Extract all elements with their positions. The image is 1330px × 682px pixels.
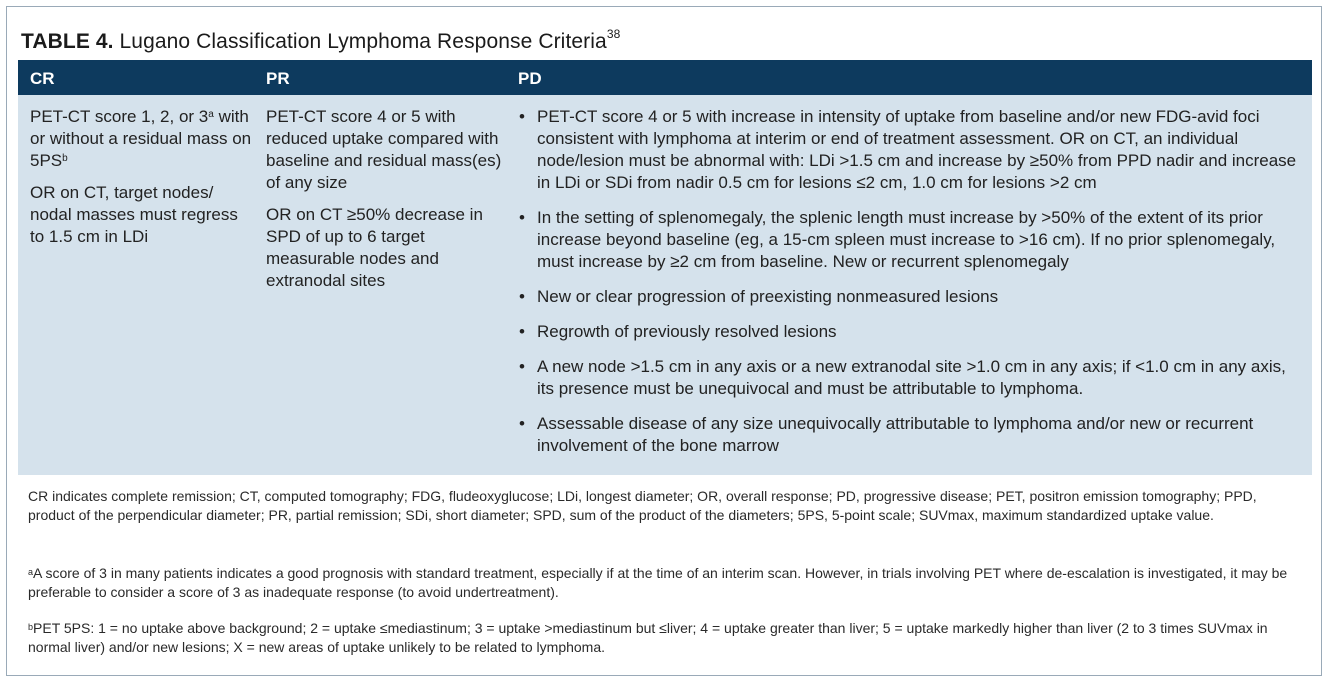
footnote-a	[28, 564, 1306, 602]
pr-criterion-ct: OR on CT ≥50% decrease in SPD of up to 6 target measurable nodes and extranodal sites	[266, 205, 483, 290]
list-item	[518, 207, 1304, 273]
criteria-table	[18, 60, 1312, 475]
list-item	[518, 106, 1304, 194]
footnote-b-mark: b	[28, 622, 34, 632]
pr-criterion-pet: PET-CT score 4 or 5 with reduced uptake compared with baseline and residual mass(es) of any size	[266, 107, 502, 192]
footnote-a-text: A score of 3 in many patients indicates a good prognosis with standard treatment, especially if at the time of an interim scan. However, in trials involving PET where de-escalation is investigated, it may be preferable to consider a score of 3 as inadequate response (to avoid undertreatment).	[28, 565, 1288, 600]
header-cr: CR	[30, 69, 55, 88]
list-item	[518, 356, 1304, 400]
table-title-text: Lugano Classification Lymphoma Response Criteria	[119, 30, 607, 53]
footnote-b	[28, 619, 1306, 657]
pd-item-text: A new node >1.5 cm in any axis or a new extranodal site >1.0 cm in any axis; if <1.0 cm in any axis, its presence must be unequivocal and must be attributable to lymphoma.	[537, 357, 1286, 398]
bullet-icon: •	[519, 322, 525, 341]
cr-pet-text: PET-CT score 1, 2, or 3	[30, 107, 209, 126]
footnote-b-text: PET 5PS: 1 = no uptake above background; 2 = uptake ≤mediastinum; 3 = uptake >mediastinum but ≤liver; 4 = uptake greater than liver; 5 = uptake markedly higher than liver (2 to 3 times SUVmax in normal liver) and/or new lesions; X = new areas of uptake unlikely to be related to lymphoma.	[28, 620, 1268, 655]
pd-item-text: New or clear progression of preexisting nonmeasured lesions	[537, 287, 999, 306]
bullet-icon: •	[519, 107, 525, 126]
bullet-icon: •	[519, 357, 525, 376]
title-reference: 38	[606, 27, 621, 41]
footnote-a-mark: a	[28, 567, 34, 577]
table-number: TABLE 4.	[21, 30, 114, 53]
footnote-mark-a: a	[208, 109, 214, 120]
pd-item-text: PET-CT score 4 or 5 with increase in intensity of uptake from baseline and/or new FDG-avid foci consistent with lymphoma at interim or end of treatment assessment. OR on CT, an individual node/lesion must be abnormal with: LDi >1.5 cm and increase by ≥50% from PPD nadir and increase in LDi or SDi from nadir 0.5 cm for lesions ≤2 cm, 1.0 cm for lesions >2 cm	[537, 107, 1297, 192]
pd-item-text: Regrowth of previously resolved lesions	[537, 322, 837, 341]
table-header-row	[18, 60, 1312, 95]
header-pr: PR	[266, 69, 290, 88]
table-title	[21, 27, 621, 54]
pr-cell	[266, 106, 506, 302]
bullet-icon: •	[519, 414, 525, 433]
footnote-abbreviations: CR indicates complete remission; CT, computed tomography; FDG, fludeoxyglucose; LDi, longest diameter; OR, overall response; PD, progressive disease; PET, positron emission tomography; PPD, product of the perpendicular diameter; PR, partial remission; SDi, short diameter; SPD, sum of the product of the diameters; 5PS, 5-point scale; SUVmax, maximum standardized uptake value.	[28, 488, 1257, 523]
footnote-mark-b: b	[62, 153, 68, 164]
pd-criteria-list	[518, 106, 1304, 457]
cr-criterion-pet	[30, 106, 252, 172]
cr-criterion-ct: OR on CT, target nodes/ nodal masses must regress to 1.5 cm in LDi	[30, 183, 238, 246]
bullet-icon: •	[519, 287, 525, 306]
pd-cell	[518, 106, 1304, 470]
list-item	[518, 286, 1304, 308]
header-pd: PD	[518, 69, 542, 88]
list-item	[518, 321, 1304, 343]
cr-cell	[30, 106, 252, 258]
pd-item-text: In the setting of splenomegaly, the splenic length must increase by >50% of the extent of its prior increase beyond baseline (eg, a 15-cm spleen must increase to >16 cm). If no prior splenomegaly, must increase by ≥2 cm from baseline. New or recurrent splenomegaly	[537, 208, 1276, 271]
cr-pet-text-rest: with or without a residual mass on 5PS	[30, 107, 252, 170]
pd-item-text: Assessable disease of any size unequivocally attributable to lymphoma and/or new or recurrent involvement of the bone marrow	[537, 414, 1254, 455]
bullet-icon: •	[519, 208, 525, 227]
list-item	[518, 413, 1304, 457]
